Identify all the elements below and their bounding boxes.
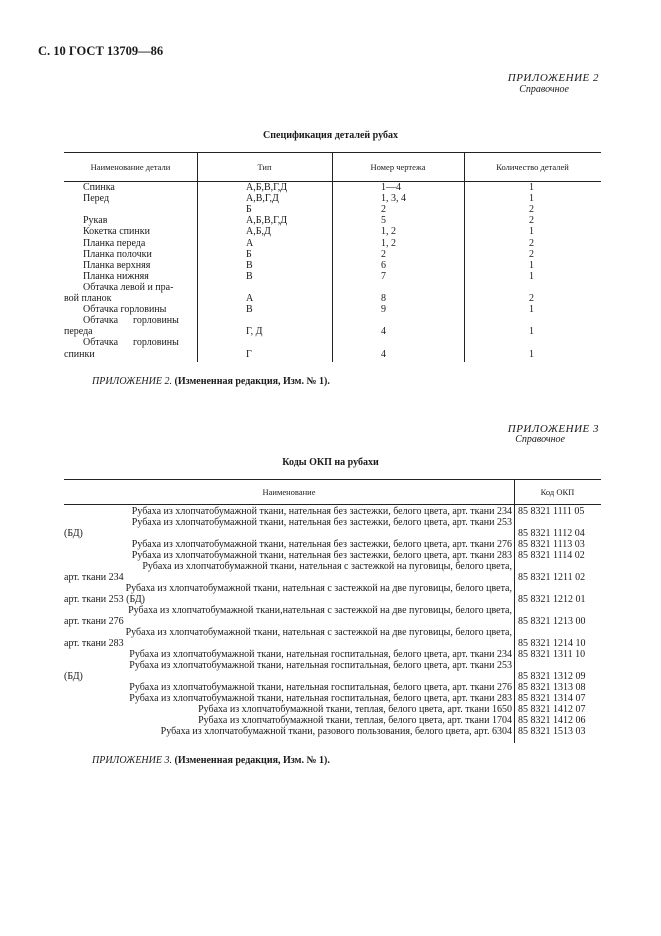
column-header: Количество деталей — [496, 162, 569, 172]
drawing-cell: 1, 3, 4 — [381, 193, 406, 205]
table-row — [64, 293, 601, 304]
product-name-cell: Рубаха из хлопчатобумажной ткани, нательная без застежки, белого цвета, арт. ткани 253 — [131, 517, 512, 529]
product-name-cell: (БД) — [64, 528, 83, 540]
note-text: (Измененная редакция, Изм. № 1). — [174, 755, 330, 766]
type-cell: А,Б,Д — [246, 226, 271, 238]
product-name-cell: Рубаха из хлопчатобумажной ткани, нательная госпитальная, белого цвета, арт. ткани 276 — [129, 682, 512, 694]
qty-cell: 2 — [529, 237, 534, 249]
detail-name-cell: Планка полочки — [83, 248, 152, 260]
product-name-cell: арт. ткани 234 — [64, 572, 124, 584]
okp-code-cell: 85 8321 1313 08 — [518, 682, 586, 694]
qty-cell: 1 — [529, 182, 534, 193]
qty-cell: 2 — [529, 293, 534, 304]
table-row — [64, 249, 601, 260]
table-row — [64, 349, 601, 360]
drawing-cell: 8 — [381, 293, 386, 304]
column-header: Тип — [257, 162, 272, 172]
drawing-cell: 4 — [381, 326, 386, 338]
detail-name-cell: Обтачка горловины — [83, 315, 179, 327]
appendix2-note — [92, 376, 330, 387]
okp-code-cell: 85 8321 1211 02 — [518, 572, 586, 584]
product-name-cell: (БД) — [64, 671, 83, 683]
table-row — [64, 226, 601, 237]
type-cell: А — [246, 293, 254, 304]
appendix3-subtitle: Справочное — [515, 434, 565, 445]
type-cell: А — [246, 237, 254, 249]
qty-cell: 1 — [529, 226, 534, 238]
qty-cell: 1 — [529, 348, 534, 360]
qty-cell: 2 — [529, 204, 534, 216]
table-row — [64, 315, 601, 326]
detail-name-cell: Спинка — [83, 182, 115, 193]
okp-code-cell: 85 8321 1311 10 — [518, 649, 586, 661]
detail-name-cell: Рукав — [83, 215, 108, 227]
note-text: (Измененная редакция, Изм. № 1). — [174, 376, 330, 387]
type-cell: Б — [246, 204, 252, 216]
okp-code-cell: 85 8321 1111 05 — [518, 506, 585, 517]
type-cell: А,Б,В,Г,Д — [246, 215, 288, 227]
table-row — [64, 182, 601, 193]
okp-code-cell: 85 8321 1112 04 — [518, 528, 585, 540]
product-name-cell: арт. ткани 283 — [64, 638, 124, 650]
appendix3-title: ПРИЛОЖЕНИЕ 3 — [507, 423, 599, 435]
table-row — [64, 204, 601, 215]
qty-cell: 1 — [529, 304, 534, 316]
table-row — [64, 238, 601, 249]
okp-code-cell: 85 8321 1412 06 — [518, 715, 586, 727]
product-name-cell: арт. ткани 276 — [64, 616, 124, 628]
product-name-cell: Рубаха из хлопчатобумажной ткани, нательная госпитальная, белого цвета, арт. ткани 234 — [129, 649, 512, 661]
table-row — [64, 304, 601, 315]
table-row — [64, 282, 601, 293]
table-divider — [514, 479, 515, 743]
detail-name-cell: вой планок — [64, 293, 112, 304]
qty-cell: 2 — [529, 215, 534, 227]
detail-name-cell: Перед — [83, 193, 110, 205]
product-name-cell: Рубаха из хлопчатобумажной ткани, нательная без застежки, белого цвета, арт. ткани 234 — [131, 506, 512, 517]
detail-name-cell: Кокетка спинки — [83, 226, 150, 238]
type-cell: В — [246, 304, 253, 316]
product-name-cell: Рубаха из хлопчатобумажной ткани, разового пользования, белого цвета, арт. 6304 — [160, 726, 512, 738]
column-header: Наименование детали — [90, 162, 171, 172]
drawing-cell: 2 — [381, 204, 386, 216]
product-name-cell: арт. ткани 253 (БД) — [64, 594, 145, 606]
table-row — [64, 337, 601, 348]
table-row — [64, 271, 601, 282]
drawing-cell: 6 — [381, 259, 386, 271]
type-cell: А,Б,В,Г,Д — [246, 182, 288, 193]
okp-code-cell: 85 8321 1314 07 — [518, 693, 586, 705]
qty-cell: 1 — [529, 193, 534, 205]
type-cell: Г — [246, 348, 252, 360]
product-name-cell: Рубаха из хлопчатобумажной ткани, нательная госпитальная, белого цвета, арт. ткани 283 — [129, 693, 512, 705]
drawing-cell: 2 — [381, 248, 386, 260]
product-name-cell: Рубаха из хлопчатобумажной ткани, нательная без застежки, белого цвета, арт. ткани 283 — [131, 550, 512, 562]
okp-code-cell: 85 8321 1214 10 — [518, 638, 586, 650]
appendix3-note — [92, 755, 330, 766]
drawing-cell: 1, 2 — [381, 237, 396, 249]
okp-code-cell: 85 8321 1513 03 — [518, 726, 586, 738]
okp-code-cell: 85 8321 1412 07 — [518, 704, 586, 716]
appendix2-caption: Спецификация деталей рубах — [263, 130, 398, 141]
qty-cell: 1 — [529, 326, 534, 338]
page-header: С. 10 ГОСТ 13709—86 — [38, 44, 164, 58]
note-label: ПРИЛОЖЕНИЕ 3. — [92, 755, 172, 766]
drawing-cell: 1—4 — [381, 182, 401, 193]
column-header: Номер чертежа — [370, 162, 426, 172]
detail-name-cell: Планка нижняя — [83, 270, 149, 282]
table-row — [64, 326, 601, 337]
okp-code-cell: 85 8321 1312 09 — [518, 671, 586, 683]
qty-cell: 1 — [529, 270, 534, 282]
detail-name-cell: спинки — [64, 348, 95, 360]
drawing-cell: 7 — [381, 270, 386, 282]
drawing-cell: 4 — [381, 348, 386, 360]
appendix2-title: ПРИЛОЖЕНИЕ 2 — [507, 72, 599, 84]
detail-name-cell: переда — [64, 326, 93, 338]
type-cell: Б — [246, 248, 252, 260]
table-rule — [64, 479, 601, 480]
drawing-cell: 9 — [381, 304, 386, 316]
product-name-cell: Рубаха из хлопчатобумажной ткани, нательная с застежкой на две пуговицы, белого цвета, — [125, 627, 512, 639]
product-name-cell: Рубаха из хлопчатобумажной ткани, теплая, белого цвета, арт. ткани 1704 — [198, 715, 512, 727]
type-cell: В — [246, 259, 253, 271]
column-header: Код ОКП — [540, 487, 575, 497]
product-name-cell: Рубаха из хлопчатобумажной ткани,нательная с застежкой на две пуговицы, белого цвета, — [128, 605, 512, 617]
product-name-cell: Рубаха из хлопчатобумажной ткани, нательная без застежки, белого цвета, арт. ткани 276 — [131, 539, 512, 551]
okp-code-cell: 85 8321 1113 03 — [518, 539, 585, 551]
table-rule — [64, 504, 601, 505]
okp-code-cell: 85 8321 1213 00 — [518, 616, 586, 628]
table-row — [64, 193, 601, 204]
type-cell: В — [246, 270, 253, 282]
type-cell: А,В,Г,Д — [246, 193, 279, 205]
product-name-cell: Рубаха из хлопчатобумажной ткани, нательная с застежкой на пуговицы, белого цвета, — [142, 561, 512, 573]
okp-code-cell: 85 8321 1114 02 — [518, 550, 585, 562]
appendix2-subtitle: Справочное — [519, 84, 569, 95]
table-row — [64, 260, 601, 271]
note-label: ПРИЛОЖЕНИЕ 2. — [92, 376, 172, 387]
detail-name-cell: Планка переда — [83, 237, 146, 249]
appendix3-caption: Коды ОКП на рубахи — [282, 457, 379, 468]
column-header: Наименование — [262, 487, 316, 497]
product-name-cell: Рубаха из хлопчатобумажной ткани, теплая, белого цвета, арт. ткани 1650 — [198, 704, 512, 716]
product-name-cell: Рубаха из хлопчатобумажной ткани, нательная госпитальная, белого цвета, арт. ткани 253 — [129, 660, 512, 672]
qty-cell: 2 — [529, 248, 534, 260]
detail-name-cell: Обтачка горловины — [83, 304, 167, 316]
table-row — [64, 215, 601, 226]
okp-code-cell: 85 8321 1212 01 — [518, 594, 586, 606]
drawing-cell: 1, 2 — [381, 226, 396, 238]
product-name-cell: Рубаха из хлопчатобумажной ткани, нательная с застежкой на две пуговицы, белого цвета, — [125, 583, 512, 595]
detail-name-cell: Планка верхняя — [83, 259, 151, 271]
drawing-cell: 5 — [381, 215, 386, 227]
detail-name-cell: Обтачка горловины — [83, 337, 179, 349]
qty-cell: 1 — [529, 259, 534, 271]
detail-name-cell: Обтачка левой и пра- — [83, 281, 174, 293]
type-cell: Г, Д — [246, 326, 263, 338]
